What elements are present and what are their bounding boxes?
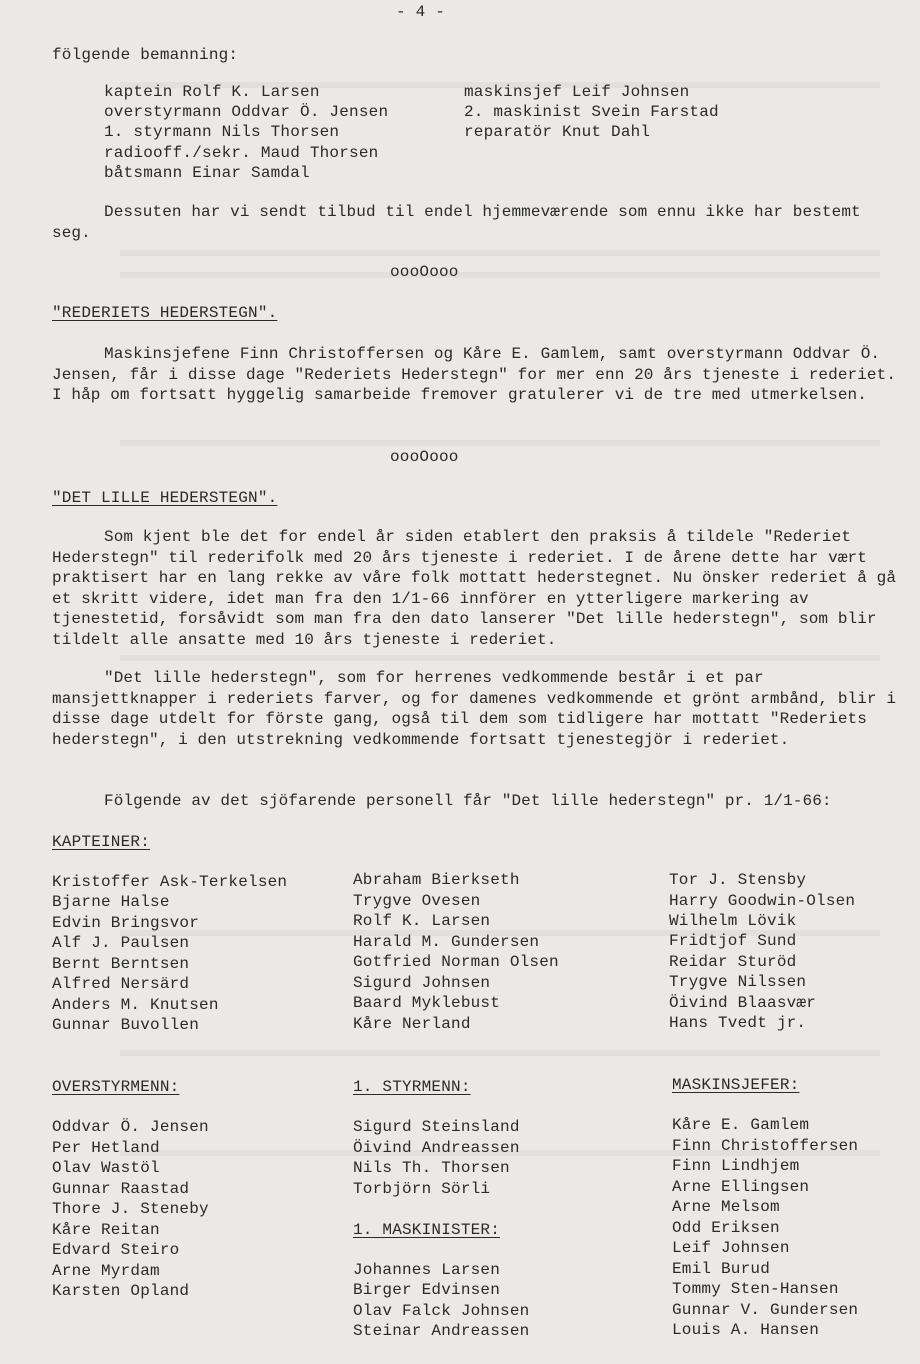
page-number: - 4 - <box>396 3 446 21</box>
kaptein-name: Öivind Blaasvær <box>669 994 817 1012</box>
bleed-through-line <box>120 655 880 661</box>
crew-line: radiooff./sekr. Maud Thorsen <box>104 144 379 162</box>
overstyrmenn-heading: OVERSTYRMENN: <box>52 1078 180 1096</box>
separator: oooOooo <box>390 263 459 281</box>
kaptein-name: Hans Tvedt jr. <box>669 1014 807 1032</box>
crew-line: overstyrmann Oddvar Ö. Jensen <box>104 103 389 121</box>
maskinsjef-name: Louis A. Hansen <box>672 1321 820 1339</box>
overstyrmann-name: Arne Myrdam <box>52 1262 160 1280</box>
kaptein-name: Harry Goodwin-Olsen <box>669 892 856 910</box>
kaptein-name: Trygve Nilssen <box>669 973 807 991</box>
styrmann-name: Sigurd Steinsland <box>353 1118 520 1136</box>
overstyrmann-name: Karsten Opland <box>52 1282 190 1300</box>
crew-line: 1. styrmann Nils Thorsen <box>104 123 340 141</box>
maskinister-heading: 1. MASKINISTER: <box>353 1221 501 1239</box>
kaptein-name: Kristoffer Ask-Terkelsen <box>52 873 288 891</box>
maskinist-name: Birger Edvinsen <box>353 1281 501 1299</box>
maskinsjef-name: Arne Melsom <box>672 1198 780 1216</box>
lille-hederstegn-paragraph-3 <box>52 791 902 812</box>
hederstegn-paragraph <box>52 344 902 406</box>
offer-paragraph <box>52 202 902 243</box>
kaptein-name: Anders M. Knutsen <box>52 996 219 1014</box>
intro-line: fölgende bemanning: <box>52 46 239 64</box>
section-heading-det-lille-hederstegn: "DET LILLE HEDERSTEGN". <box>52 489 278 507</box>
lille-hederstegn-paragraph-2 <box>52 668 902 750</box>
crew-line: 2. maskinist Svein Farstad <box>464 103 719 121</box>
overstyrmann-name: Gunnar Raastad <box>52 1180 190 1198</box>
lille-hederstegn-text-2: "Det lille hederstegn", som for herrenes vedkommende består i et par mansjettknapper i rederiets farver, og for damenes vedkommende et grönt armbånd, blir i disse dage utdelt for förste gang, også til dem som tidligere har mottatt "Rederiets hederstegn", i den utstrekning vedkommende fortsatt tjenestegjör i rederiet. <box>52 669 897 749</box>
crew-line: båtsmann Einar Samdal <box>104 164 310 182</box>
maskinsjef-name: Finn Lindhjem <box>672 1157 800 1175</box>
lille-hederstegn-paragraph-1 <box>52 527 902 650</box>
maskinist-name: Steinar Andreassen <box>353 1322 530 1340</box>
kaptein-name: Kåre Nerland <box>353 1015 471 1033</box>
kaptein-name: Sigurd Johnsen <box>353 974 491 992</box>
kaptein-name: Baard Myklebust <box>353 994 501 1012</box>
overstyrmann-name: Oddvar Ö. Jensen <box>52 1118 209 1136</box>
maskinsjef-name: Gunnar V. Gundersen <box>672 1301 859 1319</box>
bleed-through-line <box>120 250 880 256</box>
maskinsjef-name: Tommy Sten-Hansen <box>672 1280 839 1298</box>
maskinsjef-name: Kåre E. Gamlem <box>672 1116 810 1134</box>
crew-line: maskinsjef Leif Johnsen <box>464 83 690 101</box>
offer-text: Dessuten har vi sendt tilbud til endel hjemmeværende som ennu ikke har bestemt seg. <box>52 203 861 242</box>
kapteiner-heading: KAPTEINER: <box>52 833 151 851</box>
crew-line: kaptein Rolf K. Larsen <box>104 83 320 101</box>
kaptein-name: Reidar Sturöd <box>669 953 797 971</box>
section-heading-rederiets-hederstegn: "REDERIETS HEDERSTEGN". <box>52 304 278 322</box>
separator: oooOooo <box>390 448 459 466</box>
lille-hederstegn-text-3: Fölgende av det sjöfarende personell får "Det lille hederstegn" pr. 1/1-66: <box>104 792 832 810</box>
kaptein-name: Gunnar Buvollen <box>52 1016 200 1034</box>
crew-line: reparatör Knut Dahl <box>464 123 651 141</box>
kaptein-name: Wilhelm Lövik <box>669 912 797 930</box>
bleed-through-line <box>120 272 880 278</box>
maskinsjef-name: Finn Christoffersen <box>672 1137 859 1155</box>
overstyrmann-name: Per Hetland <box>52 1139 160 1157</box>
kaptein-name: Rolf K. Larsen <box>353 912 491 930</box>
kaptein-name: Bernt Berntsen <box>52 955 190 973</box>
bleed-through-line <box>120 1050 880 1056</box>
maskinist-name: Olav Falck Johnsen <box>353 1302 530 1320</box>
styrmenn-heading: 1. STYRMENN: <box>353 1078 471 1096</box>
kaptein-name: Alfred Nersärd <box>52 975 190 993</box>
kaptein-name: Bjarne Halse <box>52 893 170 911</box>
kaptein-name: Gotfried Norman Olsen <box>353 953 559 971</box>
maskinsjef-name: Arne Ellingsen <box>672 1178 810 1196</box>
hederstegn-text: Maskinsjefene Finn Christoffersen og Kåre E. Gamlem, samt overstyrmann Oddvar Ö. Jensen, får i disse dage "Rederiets Hederstegn" for mer enn 20 års tjeneste i rederiet. I håp om fortsatt hyggelig samarbeide fremover gratulerer vi de tre med utmerkelsen. <box>52 345 897 404</box>
overstyrmann-name: Olav Wastöl <box>52 1159 160 1177</box>
kaptein-name: Trygve Ovesen <box>353 892 481 910</box>
kaptein-name: Harald M. Gundersen <box>353 933 540 951</box>
kaptein-name: Fridtjof Sund <box>669 932 797 950</box>
bleed-through-line <box>120 440 880 446</box>
overstyrmann-name: Thore J. Steneby <box>52 1200 209 1218</box>
styrmann-name: Nils Th. Thorsen <box>353 1159 510 1177</box>
maskinist-name: Johannes Larsen <box>353 1261 501 1279</box>
kaptein-name: Edvin Bringsvor <box>52 914 200 932</box>
styrmann-name: Öivind Andreassen <box>353 1139 520 1157</box>
overstyrmann-name: Edvard Steiro <box>52 1241 180 1259</box>
maskinsjef-name: Leif Johnsen <box>672 1239 790 1257</box>
maskinsjef-name: Odd Eriksen <box>672 1219 780 1237</box>
styrmann-name: Torbjörn Sörli <box>353 1180 491 1198</box>
maskinsjefer-heading: MASKINSJEFER: <box>672 1076 800 1094</box>
kaptein-name: Tor J. Stensby <box>669 871 807 889</box>
overstyrmann-name: Kåre Reitan <box>52 1221 160 1239</box>
kaptein-name: Alf J. Paulsen <box>52 934 190 952</box>
lille-hederstegn-text-1: Som kjent ble det for endel år siden etablert den praksis å tildele "Rederiet Hederstegn" til rederifolk med 20 års tjeneste i rederiet. I de årene dette har vært praktisert har en lang rekke av våre folk mottatt hederstegnet. Nu önsker rederiet å gå et skritt videre, idet man fra den 1/1-66 innförer en ytterligere markering av tjenestetid, forsåvidt som man fra den dato lanserer "Det lille hederstegn", som blir tildelt alle ansatte med 10 års tjeneste i rederiet. <box>52 528 897 649</box>
maskinsjef-name: Emil Burud <box>672 1260 771 1278</box>
kaptein-name: Abraham Bierkseth <box>353 871 520 889</box>
